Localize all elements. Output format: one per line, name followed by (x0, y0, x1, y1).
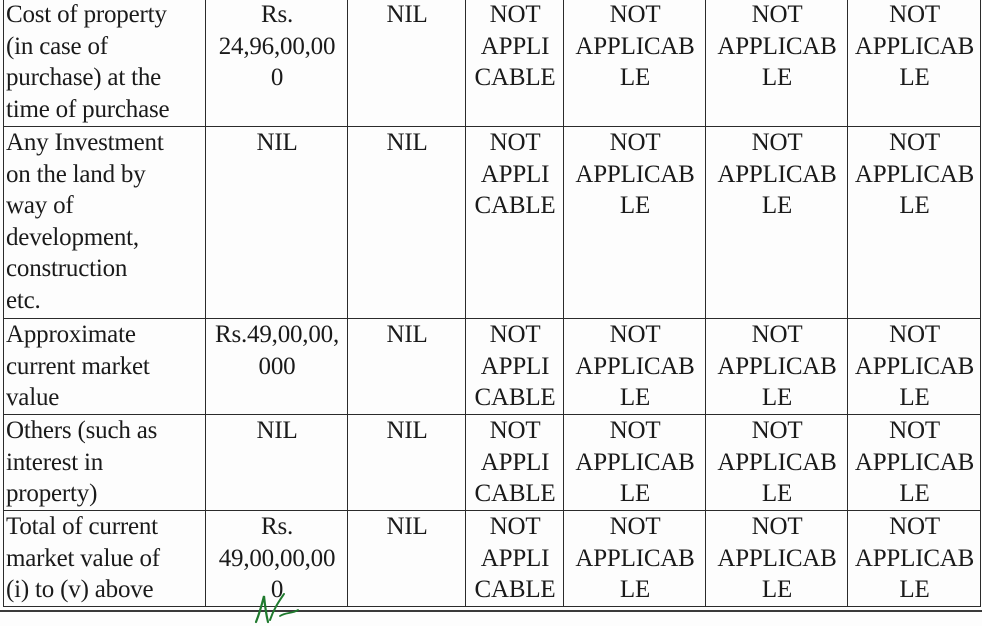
cell-nil: NIL (348, 415, 466, 511)
cell-nil: NIL (206, 127, 348, 319)
cell-not-applicable: NOT APPLICAB LE (848, 511, 981, 607)
cell-amount: Rs. 49,00,00,00 0 (206, 511, 348, 607)
table-row (4, 319, 981, 415)
cell-not-applicable: NOT APPLICAB LE (706, 127, 848, 319)
row-label-total-market-value: Total of current market value of (i) to (v) above (4, 511, 206, 607)
row-label-investment-on-land: Any Investment on the land by way of development, construction etc. (4, 127, 206, 319)
property-details-table (3, 0, 981, 607)
cell-nil: NIL (206, 415, 348, 511)
cell-nil: NIL (348, 0, 466, 127)
cell-not-applicable: NOT APPLICAB LE (706, 319, 848, 415)
cell-not-applicable: NOT APPLI CABLE (466, 319, 564, 415)
cell-not-applicable: NOT APPLICAB LE (564, 0, 706, 127)
cell-not-applicable: NOT APPLICAB LE (706, 511, 848, 607)
handwritten-signature-icon (250, 586, 310, 626)
page-bottom-rule (0, 610, 982, 612)
cell-not-applicable: NOT APPLICAB LE (706, 415, 848, 511)
table-row (4, 415, 981, 511)
cell-not-applicable: NOT APPLICAB LE (564, 415, 706, 511)
table-row (4, 0, 981, 127)
table-row (4, 511, 981, 607)
row-label-others: Others (such as interest in property) (4, 415, 206, 511)
cell-not-applicable: NOT APPLICAB LE (848, 0, 981, 127)
cell-not-applicable: NOT APPLICAB LE (564, 319, 706, 415)
row-label-cost-of-property: Cost of property (in case of purchase) at the time of purchase (4, 0, 206, 127)
cell-nil: NIL (348, 319, 466, 415)
cell-not-applicable: NOT APPLI CABLE (466, 0, 564, 127)
row-label-market-value: Approximate current market value (4, 319, 206, 415)
cell-not-applicable: NOT APPLI CABLE (466, 511, 564, 607)
cell-not-applicable: NOT APPLI CABLE (466, 415, 564, 511)
cell-not-applicable: NOT APPLICAB LE (564, 127, 706, 319)
cell-not-applicable: NOT APPLICAB LE (848, 415, 981, 511)
cell-not-applicable: NOT APPLICAB LE (706, 0, 848, 127)
cell-not-applicable: NOT APPLI CABLE (466, 127, 564, 319)
table-row (4, 127, 981, 319)
cell-amount: Rs.49,00,00, 000 (206, 319, 348, 415)
cell-amount: Rs. 24,96,00,00 0 (206, 0, 348, 127)
cell-nil: NIL (348, 127, 466, 319)
cell-not-applicable: NOT APPLICAB LE (848, 319, 981, 415)
cell-not-applicable: NOT APPLICAB LE (564, 511, 706, 607)
cell-not-applicable: NOT APPLICAB LE (848, 127, 981, 319)
cell-nil: NIL (348, 511, 466, 607)
